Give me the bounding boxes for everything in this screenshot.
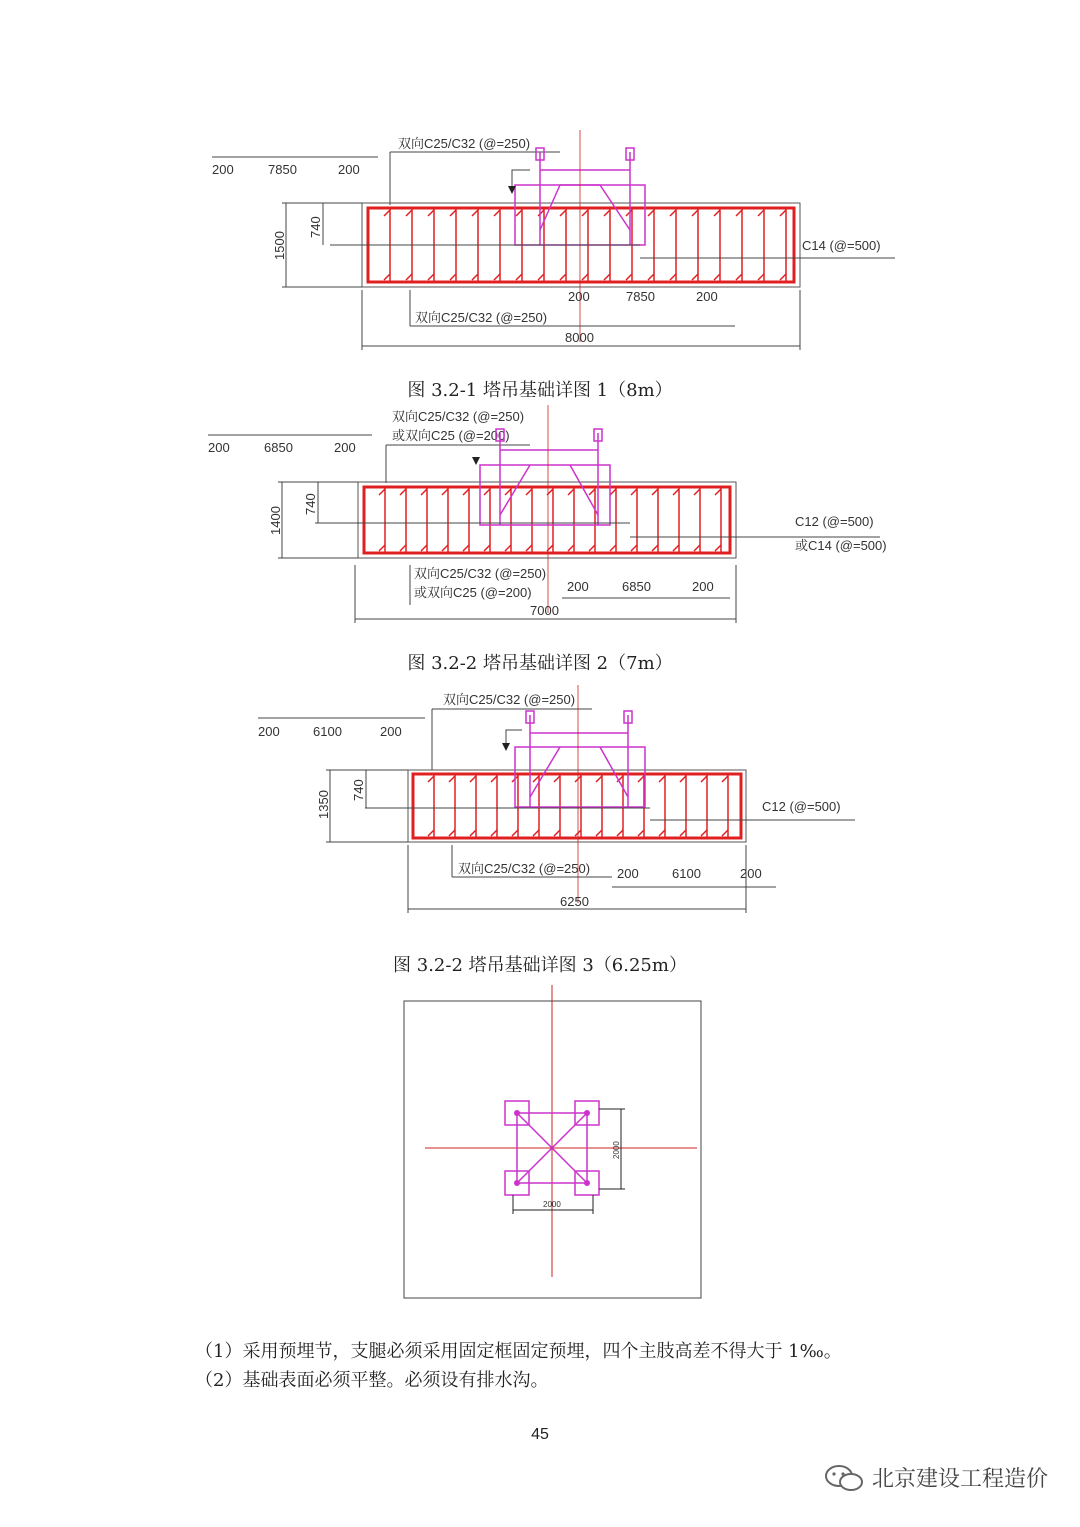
stirrup-hook bbox=[631, 545, 637, 551]
dim-right: 200 bbox=[338, 162, 360, 177]
watermark bbox=[824, 1462, 1048, 1493]
bottom-dim-right: 200 bbox=[696, 289, 718, 304]
stirrup-hook bbox=[494, 210, 500, 216]
stirrup-hook bbox=[463, 489, 469, 495]
stirrup-hook bbox=[596, 830, 602, 836]
bottom-rebar-label: 双向C25/C32 (@=250) bbox=[458, 861, 591, 876]
embed-dim: 740 bbox=[351, 779, 366, 801]
stirrup-hook bbox=[533, 776, 539, 782]
stirrup-hook bbox=[560, 210, 566, 216]
stirrup-hook bbox=[680, 776, 686, 782]
dim-left: 200 bbox=[258, 724, 280, 739]
stirrup-hook bbox=[400, 545, 406, 551]
stirrup-hook bbox=[626, 210, 632, 216]
figure-1-drawing bbox=[0, 130, 1080, 360]
overall-width: 6250 bbox=[560, 894, 589, 909]
dim-mid: 7850 bbox=[268, 162, 297, 177]
stirrup-hook bbox=[516, 274, 522, 280]
side-rebar-label-1: C12 (@=500) bbox=[795, 514, 874, 529]
stirrup-hook bbox=[442, 545, 448, 551]
stirrup-hook bbox=[512, 830, 518, 836]
stirrup-hook bbox=[384, 274, 390, 280]
stirrup-hook bbox=[714, 210, 720, 216]
stirrup-hook bbox=[554, 830, 560, 836]
stirrup-hook bbox=[442, 489, 448, 495]
page-number: 45 bbox=[531, 1426, 549, 1443]
stirrup-hook bbox=[484, 489, 490, 495]
stirrup-hook bbox=[554, 776, 560, 782]
overall-width: 7000 bbox=[530, 603, 559, 618]
top-rebar-label-2: 或双向C25 (@=200) bbox=[392, 428, 510, 443]
plan-dim-y: 2000 bbox=[612, 1141, 621, 1159]
stirrup-hook bbox=[428, 776, 434, 782]
stirrup-hook bbox=[472, 210, 478, 216]
plan-dim-x: 2000 bbox=[543, 1200, 561, 1209]
figure-1-caption: 图 3.2-1 塔吊基础详图 1（8m） bbox=[407, 380, 673, 401]
stirrup-hook bbox=[692, 210, 698, 216]
bottom-dim-right: 200 bbox=[740, 866, 762, 881]
bottom-rebar-label-1: 双向C25/C32 (@=250) bbox=[414, 566, 547, 581]
overall-width: 8000 bbox=[565, 330, 594, 345]
stirrup-hook bbox=[604, 274, 610, 280]
stirrup-hook bbox=[428, 210, 434, 216]
note-1: （1）采用预埋节，支腿必须采用固定框固定预埋，四个主肢高差不得大于 1‰。 bbox=[195, 1341, 842, 1362]
dim-mid: 6100 bbox=[313, 724, 342, 739]
embed-dim: 740 bbox=[308, 216, 323, 238]
stirrup-hook bbox=[673, 489, 679, 495]
wechat-icon bbox=[824, 1463, 864, 1493]
stirrup-hook bbox=[533, 830, 539, 836]
stirrup-hook bbox=[780, 274, 786, 280]
stirrup-hook bbox=[652, 545, 658, 551]
stirrup-hook bbox=[596, 776, 602, 782]
stirrup-hook bbox=[384, 210, 390, 216]
stirrup-hook bbox=[758, 274, 764, 280]
bottom-dim-mid: 6850 bbox=[622, 579, 651, 594]
stirrup-hook bbox=[494, 274, 500, 280]
top-rebar-label: 双向C25/C32 (@=250) bbox=[443, 692, 576, 707]
bottom-dim-left: 200 bbox=[567, 579, 589, 594]
stirrup-hook bbox=[715, 545, 721, 551]
stirrup-hook bbox=[694, 489, 700, 495]
dim-right: 200 bbox=[380, 724, 402, 739]
figure-2-caption: 图 3.2-2 塔吊基础详图 2（7m） bbox=[407, 653, 673, 674]
stirrup-hook bbox=[582, 274, 588, 280]
stirrup-hook bbox=[736, 210, 742, 216]
dim-left: 200 bbox=[212, 162, 234, 177]
top-rebar-label: 双向C25/C32 (@=250) bbox=[398, 136, 531, 151]
stirrup-hook bbox=[638, 776, 644, 782]
stirrup-hook bbox=[652, 489, 658, 495]
stirrup-hook bbox=[470, 776, 476, 782]
stirrup-hook bbox=[400, 489, 406, 495]
stirrup-hook bbox=[722, 776, 728, 782]
stirrup-hook bbox=[560, 274, 566, 280]
stirrup-hook bbox=[491, 830, 497, 836]
stirrup-hook bbox=[406, 274, 412, 280]
stirrup-hook bbox=[694, 545, 700, 551]
stirrup-hook bbox=[604, 210, 610, 216]
figure-3 bbox=[0, 685, 1080, 915]
stirrup-hook bbox=[538, 210, 544, 216]
stirrup-hook bbox=[463, 545, 469, 551]
stirrup-hook bbox=[449, 776, 455, 782]
figure-3-drawing bbox=[0, 685, 1080, 915]
stirrup-hook bbox=[568, 489, 574, 495]
bottom-dim-left: 200 bbox=[568, 289, 590, 304]
stirrup-hook bbox=[692, 274, 698, 280]
stirrup-hook bbox=[701, 830, 707, 836]
stirrup-hook bbox=[421, 545, 427, 551]
stirrup-hook bbox=[491, 776, 497, 782]
bottom-rebar-label: 双向C25/C32 (@=250) bbox=[415, 310, 548, 325]
figure-3-caption: 图 3.2-2 塔吊基础详图 3（6.25m） bbox=[393, 955, 687, 976]
stirrup-hook bbox=[659, 776, 665, 782]
bottom-dim-mid: 6100 bbox=[672, 866, 701, 881]
stirrup-hook bbox=[470, 830, 476, 836]
stirrup-hook bbox=[780, 210, 786, 216]
stirrup-hook bbox=[701, 776, 707, 782]
note-2: （2）基础表面必须平整。必须设有排水沟。 bbox=[195, 1370, 549, 1391]
stirrup-hook bbox=[670, 210, 676, 216]
side-rebar-label: C12 (@=500) bbox=[762, 799, 841, 814]
stirrup-hook bbox=[406, 210, 412, 216]
height-dim: 1400 bbox=[268, 506, 283, 535]
stirrup-hook bbox=[450, 274, 456, 280]
stirrup-hook bbox=[714, 274, 720, 280]
bottom-rebar-label-2: 或双向C25 (@=200) bbox=[414, 585, 532, 600]
stirrup-hook bbox=[589, 489, 595, 495]
dim-right: 200 bbox=[334, 440, 356, 455]
stirrup-hook bbox=[631, 489, 637, 495]
stirrup-hook bbox=[379, 545, 385, 551]
dim-left: 200 bbox=[208, 440, 230, 455]
side-rebar-label: C14 (@=500) bbox=[802, 238, 881, 253]
stirrup-hook bbox=[626, 274, 632, 280]
figure-1 bbox=[0, 130, 1080, 360]
stirrup-hook bbox=[736, 274, 742, 280]
stirrup-hook bbox=[516, 210, 522, 216]
stirrup-hook bbox=[421, 489, 427, 495]
stirrup-hook bbox=[505, 489, 511, 495]
stirrup-hook bbox=[526, 489, 532, 495]
top-rebar-label-1: 双向C25/C32 (@=250) bbox=[392, 409, 525, 424]
stirrup-hook bbox=[758, 210, 764, 216]
stirrup-hook bbox=[638, 830, 644, 836]
stirrup-hook bbox=[648, 210, 654, 216]
stirrup-hook bbox=[673, 545, 679, 551]
stirrup-hook bbox=[722, 830, 728, 836]
dim-mid: 6850 bbox=[264, 440, 293, 455]
stirrup-hook bbox=[582, 210, 588, 216]
stirrup-hook bbox=[505, 545, 511, 551]
stirrup-hook bbox=[715, 489, 721, 495]
stirrup-hook bbox=[610, 545, 616, 551]
stirrup-hook bbox=[670, 274, 676, 280]
stirrup-hook bbox=[538, 274, 544, 280]
height-dim: 1500 bbox=[272, 231, 287, 260]
watermark-text: 北京建设工程造价 bbox=[871, 1467, 1048, 1492]
stirrup-hook bbox=[648, 274, 654, 280]
embed-dim: 740 bbox=[303, 493, 318, 515]
stirrup-hook bbox=[484, 545, 490, 551]
stirrup-hook bbox=[589, 545, 595, 551]
stirrup-hook bbox=[610, 489, 616, 495]
height-dim: 1350 bbox=[316, 790, 331, 819]
stirrup-hook bbox=[568, 545, 574, 551]
stirrup-hook bbox=[472, 274, 478, 280]
stirrup-hook bbox=[428, 274, 434, 280]
stirrup-hook bbox=[617, 830, 623, 836]
stirrup-hook bbox=[526, 545, 532, 551]
stirrup-hook bbox=[449, 830, 455, 836]
plan-view bbox=[0, 985, 1080, 1305]
side-rebar-label-2: 或C14 (@=500) bbox=[795, 538, 887, 553]
figure-2-drawing bbox=[0, 405, 1080, 630]
stirrup-hook bbox=[379, 489, 385, 495]
plan-view-drawing bbox=[0, 985, 1080, 1305]
stirrup-hook bbox=[450, 210, 456, 216]
stirrup-hook bbox=[659, 830, 665, 836]
stirrup-hook bbox=[428, 830, 434, 836]
bottom-dim-left: 200 bbox=[617, 866, 639, 881]
bottom-dim-mid: 7850 bbox=[626, 289, 655, 304]
stirrup-hook bbox=[680, 830, 686, 836]
bottom-dim-right: 200 bbox=[692, 579, 714, 594]
figure-2 bbox=[0, 405, 1080, 630]
